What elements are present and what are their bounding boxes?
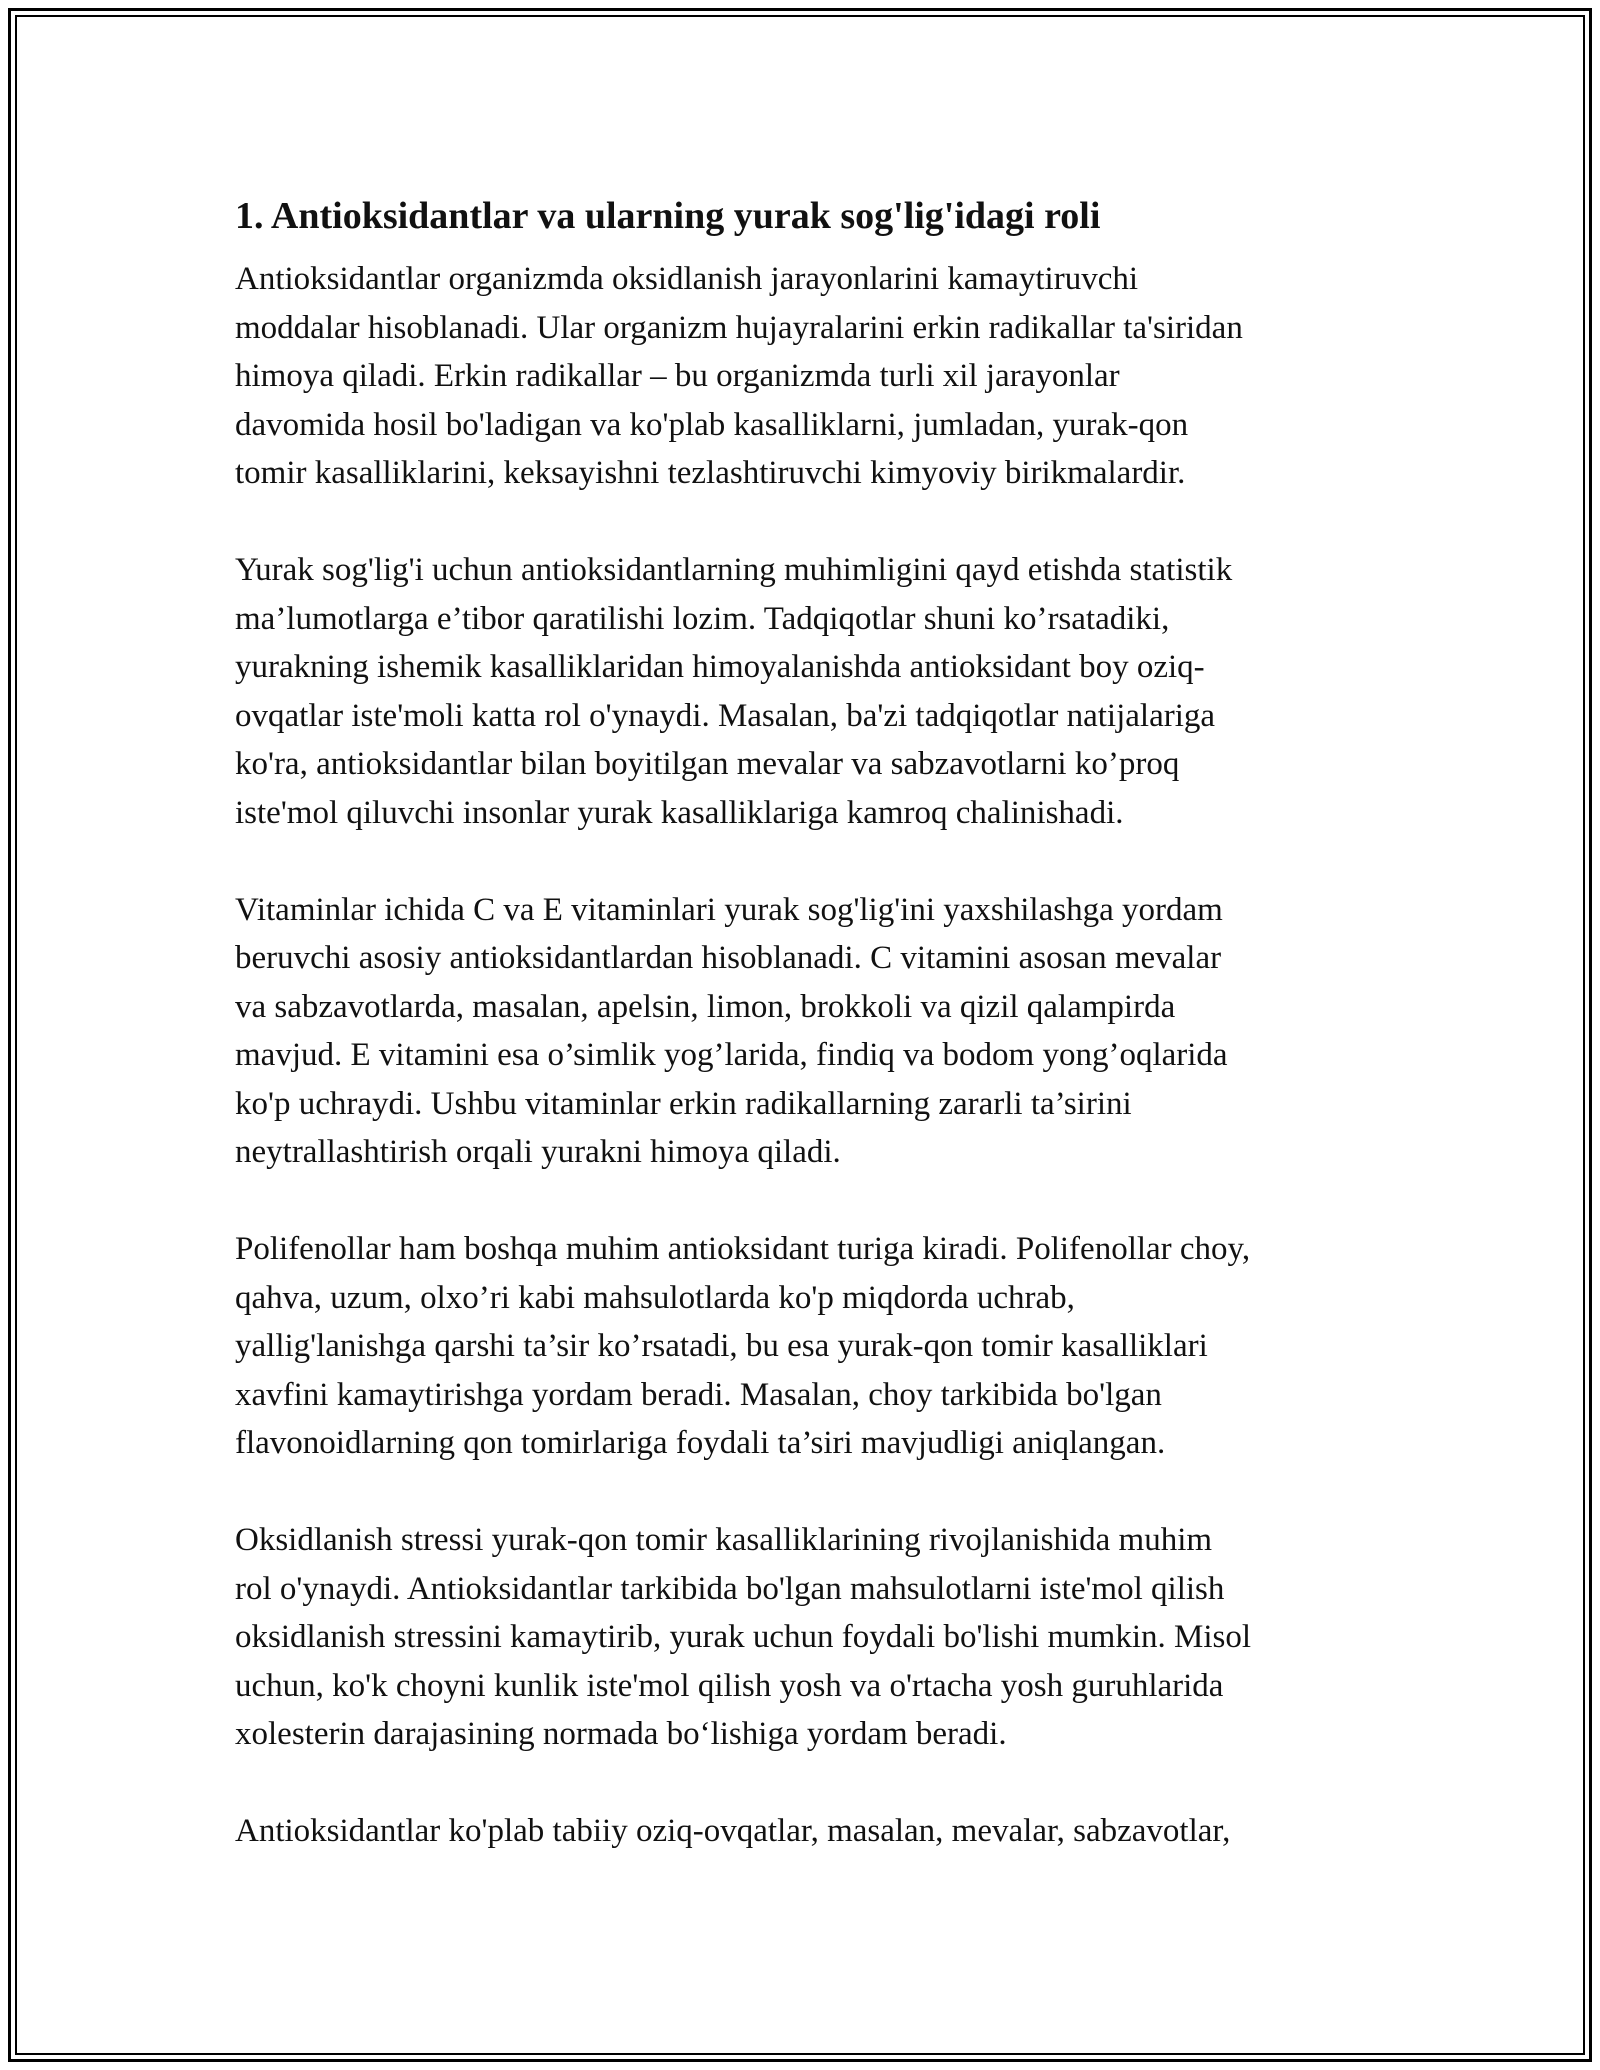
paragraph-4 xyxy=(235,1225,1375,1468)
text-line: oksidlanish stressini kamaytirib, yurak uchun foydali bo'lishi mumkin. Misol xyxy=(235,1619,1252,1655)
paragraph-5 xyxy=(235,1516,1375,1759)
text-line: beruvchi asosiy antioksidantlardan hisoblanadi. C vitamini asosan mevalar xyxy=(235,940,1222,976)
text-line: neytrallashtirish orqali yurakni himoya qiladi. xyxy=(235,1134,841,1170)
text-line: flavonoidlarning qon tomirlariga foydali ta’siri mavjudligi aniqlangan. xyxy=(235,1425,1166,1461)
text-line: himoya qiladi. Erkin radikallar – bu organizmda turli xil jarayonlar xyxy=(235,358,1120,394)
text-line: qahva, uzum, olxo’ri kabi mahsulotlarda ko'p miqdorda uchrab, xyxy=(235,1279,1075,1316)
text-line: Vitaminlar ichida C va E vitaminlari yurak sog'lig'ini yaxshilashga yordam xyxy=(235,891,1223,928)
text-line: yallig'lanishga qarshi ta’sir ko’rsatadi, bu esa yurak-qon tomir kasalliklari xyxy=(235,1328,1208,1364)
paragraph-2 xyxy=(235,546,1375,837)
text-line: Antioksidantlar organizmda oksidlanish jarayonlarini kamaytiruvchi xyxy=(235,261,1139,297)
text-line: ovqatlar iste'moli katta rol o'ynaydi. Masalan, ba'zi tadqiqotlar natijalariga xyxy=(235,697,1216,734)
text-line: mavjud. E vitamini esa o’simlik yog’larida, findiq va bodom yong’oqlarida xyxy=(235,1037,1228,1073)
paragraph-3 xyxy=(235,886,1375,1177)
text-line: va sabzavotlarda, masalan, apelsin, limon, brokkoli va qizil qalampirda xyxy=(235,988,1176,1025)
text-line: rol o'ynaydi. Antioksidantlar tarkibida bo'lgan mahsulotlarni iste'mol qilish xyxy=(235,1570,1225,1607)
text-line: Polifenollar ham boshqa muhim antioksidant turiga kiradi. Polifenollar choy, xyxy=(235,1231,1251,1267)
text-line: ko'ra, antioksidantlar bilan boyitilgan mevalar va sabzavotlarni ko’proq xyxy=(235,746,1180,782)
section-title: 1. Antioksidantlar va ularning yurak sog'lig'idagi roli xyxy=(235,195,1101,237)
text-line: ma’lumotlarga e’tibor qaratilishi lozim. Tadqiqotlar shuni ko’rsatadiki, xyxy=(235,600,1170,637)
text-line: moddalar hisoblanadi. Ular organizm hujayralarini erkin radikallar ta'siridan xyxy=(235,309,1243,346)
document-page xyxy=(235,185,1375,1904)
text-line: iste'mol qiluvchi insonlar yurak kasalliklariga kamroq chalinishadi. xyxy=(235,794,1124,831)
paragraph-6 xyxy=(235,1807,1375,1856)
text-line: Yurak sog'lig'i uchun antioksidantlarning muhimligini qayd etishda statistik xyxy=(235,552,1233,588)
text-line: xavfini kamaytirishga yordam beradi. Masalan, choy tarkibida bo'lgan xyxy=(235,1376,1162,1413)
paragraph-1 xyxy=(235,255,1375,498)
text-line: yurakning ishemik kasalliklaridan himoyalanishda antioksidant boy oziq- xyxy=(235,649,1205,685)
text-line: tomir kasalliklarini, keksayishni tezlashtiruvchi kimyoviy birikmalardir. xyxy=(235,455,1186,491)
text-line: xolesterin darajasining normada bo‘lishiga yordam beradi. xyxy=(235,1716,1007,1752)
text-line: Antioksidantlar ko'plab tabiiy oziq-ovqatlar, masalan, mevalar, sabzavotlar, xyxy=(235,1813,1231,1849)
text-line: ko'p uchraydi. Ushbu vitaminlar erkin radikallarning zararli ta’sirini xyxy=(235,1085,1132,1122)
text-line: Oksidlanish stressi yurak-qon tomir kasalliklarining rivojlanishida muhim xyxy=(235,1522,1213,1558)
text-line: uchun, ko'k choyni kunlik iste'mol qilish yosh va o'rtacha yosh guruhlarida xyxy=(235,1667,1224,1704)
text-line: davomida hosil bo'ladigan va ko'plab kasalliklarni, jumladan, yurak-qon xyxy=(235,406,1189,443)
